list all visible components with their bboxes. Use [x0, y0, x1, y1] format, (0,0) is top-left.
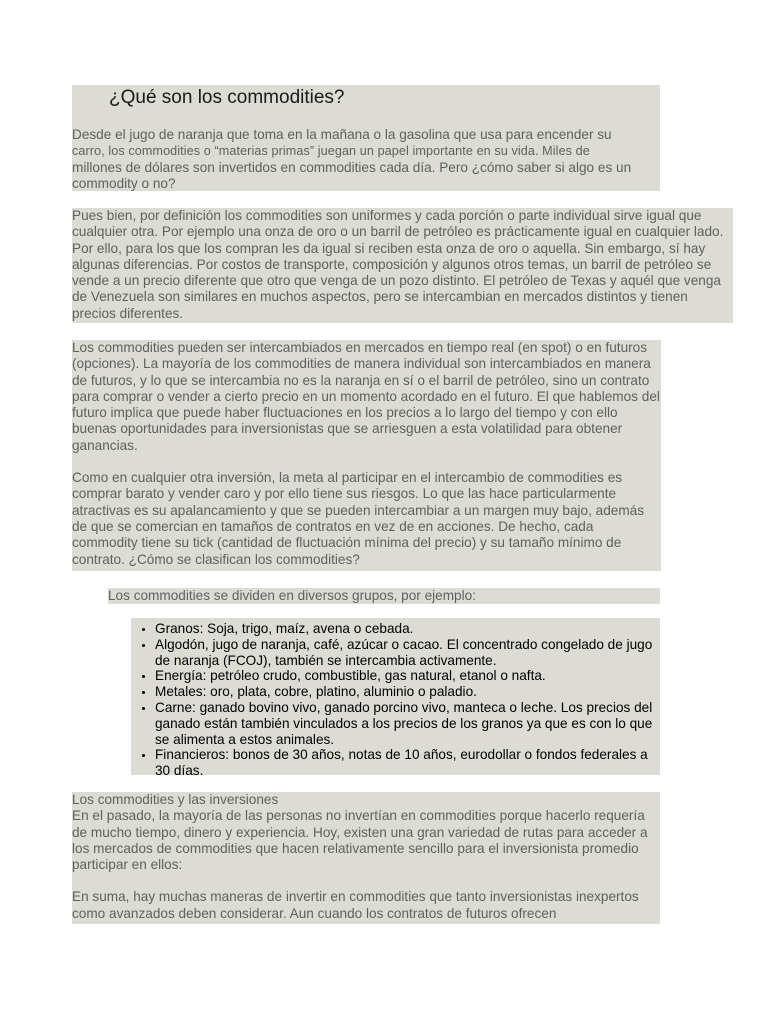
- intro-block: [72, 85, 660, 191]
- list-item: • Financieros: bonos de 30 años, notas de 10 años, eurodollar o fondos federales a 30 días.: [155, 747, 660, 779]
- groups-intro-block: [108, 588, 660, 604]
- groups-intro: Los commodities se dividen en diversos grupos, por ejemplo:: [108, 588, 476, 603]
- intro-rest: millones de dólares son invertidos en commodities cada día. Pero ¿cómo saber si algo es un commodity o no?: [72, 159, 632, 191]
- investment-paragraph: Como en cualquier otra inversión, la meta al participar en el intercambio de commodities es comprar barato y vender caro y por ello tiene sus riesgos. Lo que las hace particularmente atractivas es su apalancamiento y que se pueden intercambiar a un margen muy bajo, además de que se comercian en tamaños de contratos en vez de en acciones. De hecho, cada commodity tiene su tick (cantidad de fluctuación mínima del precio) y su tamaño mínimo de contrato. ¿Cómo se clasifican los commodities?: [72, 470, 645, 567]
- page-title: ¿Qué son los commodities?: [109, 87, 345, 108]
- list-item: • Energía: petróleo crudo, combustible, gas natural, etanol o nafta.: [155, 668, 660, 684]
- list-item: • Metales: oro, plata, cobre, platino, aluminio o paladio.: [155, 684, 660, 700]
- intro-line-2: carro, los commodities o “materias primas” juegan un papel importante en su vida. Miles de: [72, 144, 590, 159]
- groups-list: [131, 618, 660, 779]
- investments-block: [72, 792, 660, 924]
- list-item: • Granos: Soja, trigo, maíz, avena o cebada.: [155, 621, 660, 637]
- list-item: • Carne: ganado bovino vivo, ganado porcino vivo, manteca o leche. Los precios del ganado están también vinculados a los precios de los granos ya que es con lo que se alimenta a estos animales.: [155, 700, 660, 747]
- investments-heading: Los commodities y las inversiones: [72, 792, 279, 807]
- groups-list-block: [131, 618, 660, 779]
- list-item: • Algodón, jugo de naranja, café, azúcar o cacao. El concentrado congelado de jugo de naranja (FCOJ), también se intercambia activamente.: [155, 637, 660, 669]
- markets-block: [72, 340, 661, 571]
- intro-line-1: Desde el jugo de naranja que toma en la mañana o la gasolina que usa para encender su: [72, 127, 612, 142]
- past-paragraph: En el pasado, la mayoría de las personas no invertían en commodities porque hacerlo requería de mucho tiempo, dinero y experiencia. Hoy, existen una gran variedad de rutas para acceder a los mercados de commodities que hacen relativamente sencillo para el inversionista promedio participar en ellos:: [72, 808, 648, 873]
- uniformity-block: [72, 208, 733, 323]
- uniformity-paragraph: Pues bien, por definición los commodities son uniformes y cada porción o parte individual sirve igual que cualquier otra. Por ejemplo una onza de oro o un barril de petróleo es prácticamente igual en cualquier lado. Por ello, para los que los compran les da igual si reciben esta onza de oro o aquella. Sin embargo, sí hay algunas diferencias. Por costos de transporte, composición y algunos otros temas, un barril de petróleo se vende a un precio diferente que otro que venga de un pozo distinto. El petróleo de Texas y aquél que venga de Venezuela son similares en muchos aspectos, pero se intercambian en mercados distintos y tienen precios diferentes.: [72, 208, 724, 321]
- markets-paragraph: Los commodities pueden ser intercambiados en mercados en tiempo real (en spot) o en futuros (opciones). La mayoría de los commodities de manera individual son intercambiados en manera de futuros, y lo que se intercambia no es la naranja en sí o el barril de petróleo, sino un contrato para comprar o vender a cierto precio en un momento acordado en el futuro. El que hablemos del futuro implica que puede haber fluctuaciones en los precios a lo largo del tiempo y con ello buenas oportunidades para inversionistas que se arriesguen a esta volatilidad para obtener ganancias.: [72, 340, 660, 453]
- summary-paragraph: En suma, hay muchas maneras de invertir en commodities que tanto inversionistas inexpertos como avanzados deben considerar. Aun cuando los contratos de futuros ofrecen: [72, 889, 639, 921]
